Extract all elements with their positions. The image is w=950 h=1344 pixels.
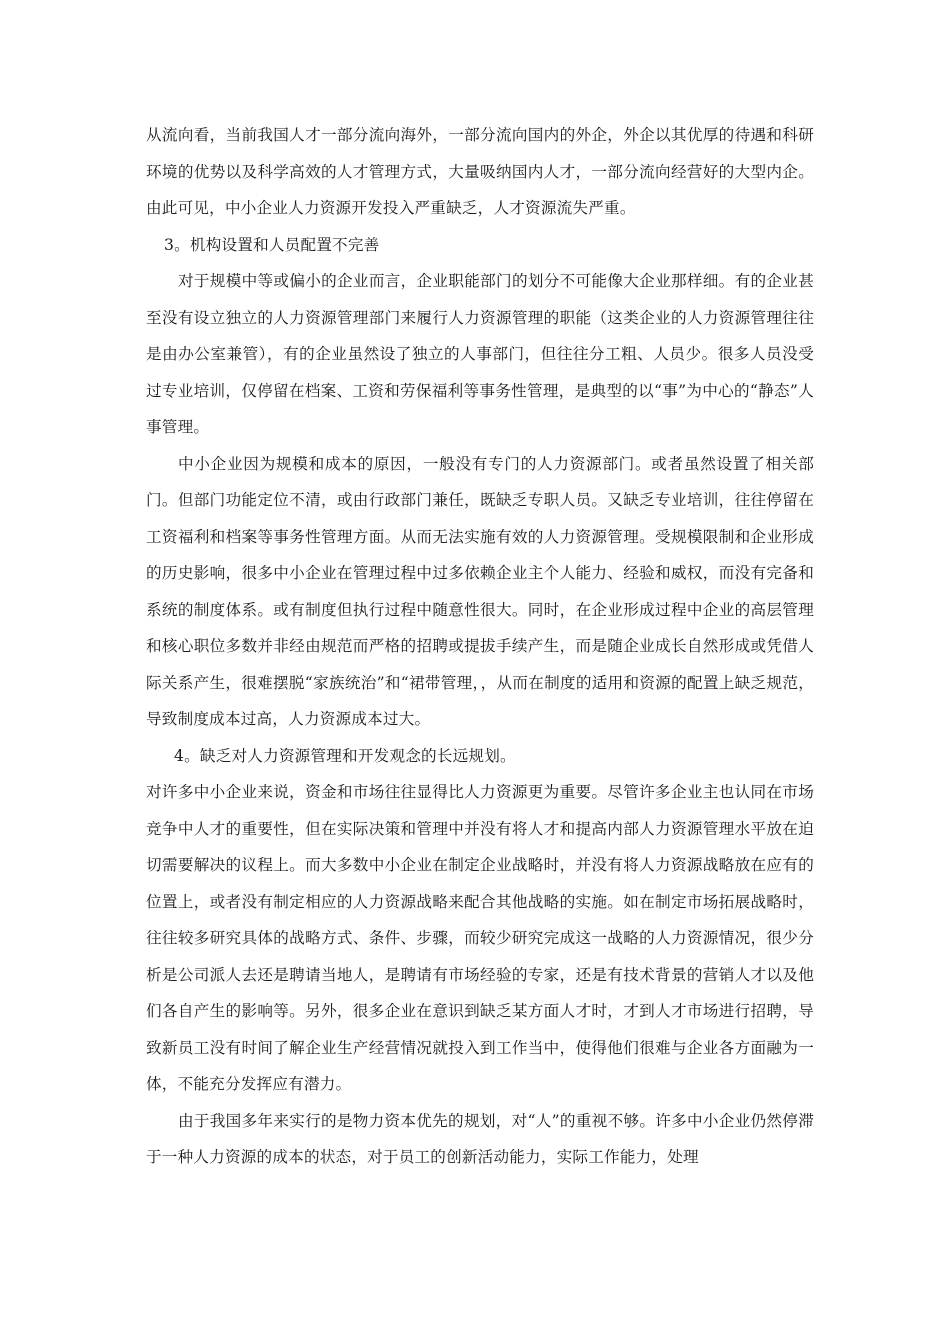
paragraph-sme-hr-department: 中小企业因为规模和成本的原因，一般没有专门的人力资源部门。或者虽然设置了相关部门。但部门功能定位不清，或由行政部门兼任，既缺乏专职人员。又缺乏专业培训，往往停留在工资福利和档案等事务性管理方面。从而无法实施有效的人力资源管理。受规模限制和企业形成的历史影响，很多中小企业在管理过程中过多依赖企业主个人能力、经验和威权，而没有完备和系统的制度体系。或有制度但执行过程中随意性很大。同时，在企业形成过程中企业的高层管理和核心职位多数并非经由规范而严格的招聘或提拔手续产生，而是随企业成长自然形成或凭借人际关系产生，很难摆脱“家族统治”和“裙带管理，，从而在制度的适用和资源的配置上缺乏规范，导致制度成本过高，人力资源成本过大。 [146, 454, 814, 728]
paragraph-long-term-planning: 对许多中小企业来说，资金和市场往往显得比人力资源更为重要。尽管许多企业主也认同在市场竞争中人才的重要性，但在实际决策和管理中并没有将人才和提高内部人力资源管理水平放在迫切需要解决的议程上。而大多数中小企业在制定企业战略时，并没有将人力资源战略放在应有的位置上，或者没有制定相应的人力资源战略来配合其他战略的实施。如在制定市场拓展战略时，往往较多研究具体的战略方式、条件、步骤，而较少研究完成这一战略的人力资源情况，很少分析是公司派人去还是聘请当地人，是聘请有市场经验的专家，还是有技术背景的营销人才以及他们各自产生的影响等。另外，很多企业在意识到缺乏某方面人才时，才到人才市场进行招聘，导致新员工没有时间了解企业生产经营情况就投入到工作当中，使得他们很难与企业各方面融为一体，不能充分发挥应有潜力。 [146, 783, 814, 1093]
paragraph-org-structure: 对于规模中等或偏小的企业而言，企业职能部门的划分不可能像大企业那样细。有的企业甚至没有设立独立的人力资源管理部门来履行人力资源管理的职能（这类企业的人力资源管理往往是由办公室兼管），有的企业虽然设了独立的人事部门，但往往分工粗、人员少。很多人员没受过专业培训，仅停留在档案、工资和劳保福利等事务性管理，是典型的以“事”为中心的“静态”人事管理。 [146, 272, 814, 436]
section-heading-4: 4。缺乏对人力资源管理和开发观念的长远规划。 [174, 746, 516, 765]
paragraph-physical-capital: 由于我国多年来实行的是物力资本优先的规划，对“人”的重视不够。许多中小企业仍然停滞于一种人力资源的成本的状态，对于员工的创新活动能力，实际工作能力，处理 [146, 1111, 814, 1166]
section-heading-3: 3。机构设置和人员配置不完善 [164, 235, 380, 254]
document-page [146, 117, 814, 1176]
paragraph-talent-flow: 从流向看，当前我国人才一部分流向海外，一部分流向国内的外企，外企以其优厚的待遇和科研环境的优势以及科学高效的人才管理方式，大量吸纳国内人才，一部分流向经营好的大型内企。由此可见，中小企业人力资源开发投入严重缺乏，人才资源流失严重。 [146, 126, 814, 217]
